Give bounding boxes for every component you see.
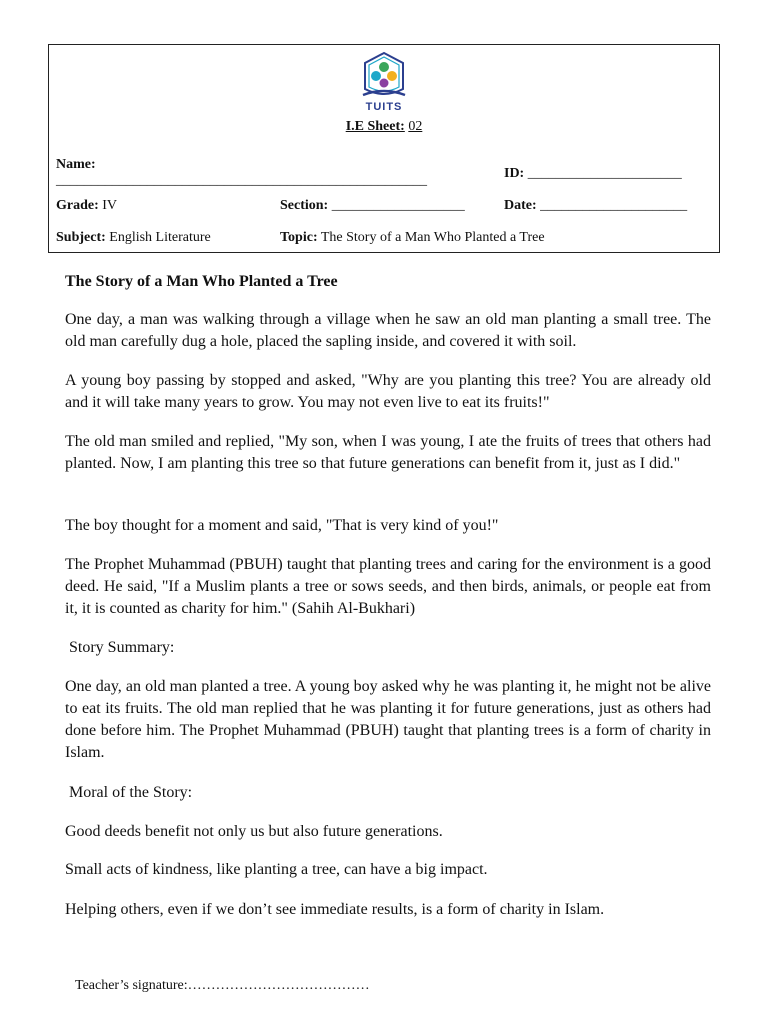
- topic-field: [280, 230, 545, 246]
- moral-heading: Moral of the Story:: [65, 784, 193, 801]
- subject-label: Subject:: [56, 230, 106, 245]
- section-label: Section:: [280, 198, 329, 213]
- paragraph-5: The Prophet Muhammad (PBUH) taught that planting trees and caring for the environment is a good deed. He said, "If a Muslim plants a tree or sows seeds, and then birds, animals, or people eat from it, it is counted as charity for him." (Sahih Al-Bukhari): [65, 556, 711, 617]
- teacher-signature: Teacher’s signature:…………………………………: [75, 978, 370, 993]
- sheet-number: 02: [408, 119, 423, 134]
- summary-paragraph: One day, an old man planted a tree. A young boy asked why he was planting it, he might not be alive to eat its fruits. The old man replied that he was planting it for future generations, just as others had done before him. The Prophet Muhammad (PBUH) taught that planting trees is a form of charity in Islam.: [65, 678, 711, 761]
- logo-text: TUITS: [365, 101, 403, 113]
- section-line: ___________________: [331, 198, 465, 213]
- date-label: Date:: [504, 198, 537, 213]
- sheet-line: [49, 119, 719, 135]
- paragraph-2: A young boy passing by stopped and asked, "Why are you planting this tree? You are already old and it will take many years to grow. You may not even live to eat its fruits!": [65, 372, 711, 411]
- id-line: ______________________: [527, 166, 682, 181]
- id-label: ID:: [504, 166, 525, 181]
- moral-item-3: Helping others, even if we don’t see immediate results, is a form of charity in Islam.: [65, 901, 605, 918]
- grade-value: IV: [102, 198, 118, 213]
- id-field: [504, 166, 682, 182]
- header-box: [48, 44, 720, 253]
- name-line: _____________________________________________________: [56, 173, 427, 188]
- topic-value: The Story of a Man Who Planted a Tree: [320, 230, 545, 245]
- grade-field: [56, 198, 117, 214]
- summary-heading: Story Summary:: [65, 639, 175, 656]
- name-label: Name:: [56, 157, 96, 172]
- moral-item-1: Good deeds benefit not only us but also future generations.: [65, 823, 443, 840]
- paragraph-4: The boy thought for a moment and said, "That is very kind of you!": [65, 517, 499, 534]
- section-field: [280, 198, 465, 214]
- tuits-logo: [359, 51, 409, 113]
- topic-label: Topic:: [280, 230, 318, 245]
- name-field: [56, 157, 96, 173]
- subject-value: English Literature: [109, 230, 211, 245]
- date-field: [504, 198, 687, 214]
- paragraph-3: The old man smiled and replied, "My son, when I was young, I ate the fruits of trees that others had planted. Now, I am planting this tree so that future generations can benefit from it, just as I did.": [65, 433, 711, 472]
- paragraph-1: One day, a man was walking through a village when he saw an old man planting a small tree. The old man carefully dug a hole, placed the sapling inside, and covered it with soil.: [65, 311, 711, 350]
- story-title: The Story of a Man Who Planted a Tree: [65, 273, 338, 290]
- grade-label: Grade:: [56, 198, 99, 213]
- sheet-label: I.E Sheet:: [345, 119, 405, 134]
- subject-field: [56, 230, 211, 246]
- date-line: _____________________: [540, 198, 688, 213]
- moral-item-2: Small acts of kindness, like planting a tree, can have a big impact.: [65, 861, 488, 878]
